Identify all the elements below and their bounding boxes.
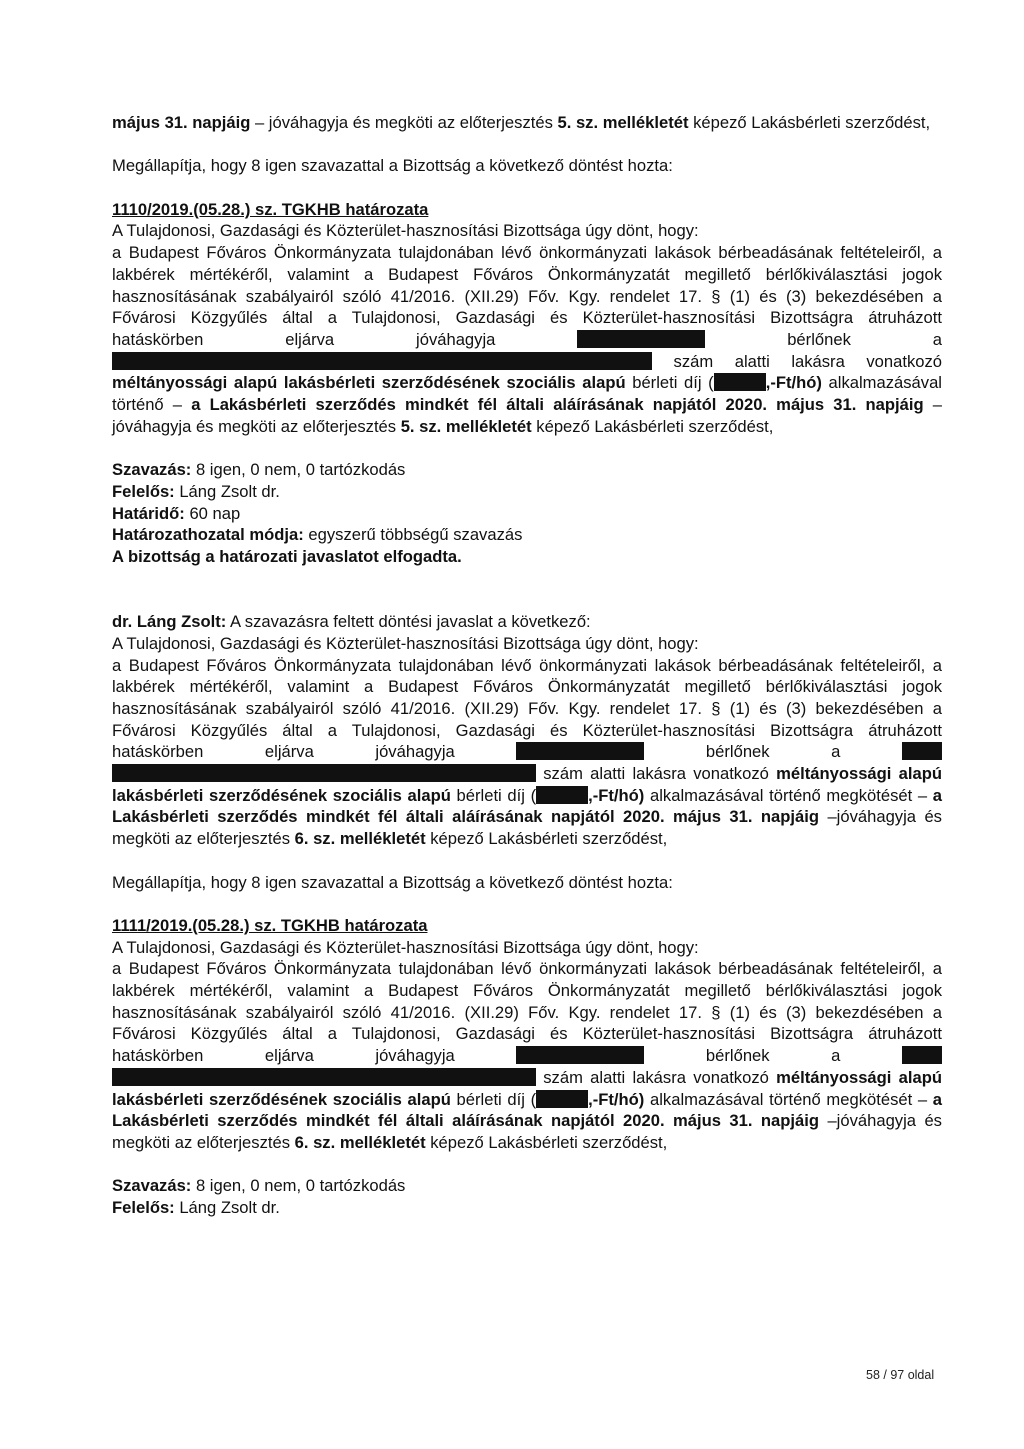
redacted-address-start (902, 1046, 942, 1064)
statement-1: Megállapítja, hogy 8 igen szavazattal a Bizottság a következő döntést hozta: (112, 156, 673, 176)
proposal-body (112, 655, 942, 850)
tenant-text: bérlőnek a (705, 330, 942, 349)
rent-pre: bérleti díj ( (450, 785, 537, 805)
redacted-rent (536, 1090, 588, 1108)
proposal-intro: A Tulajdonosi, Gazdasági és Közterület-hasznosítási Bizottsága úgy dönt, hogy: (112, 633, 699, 653)
rent-pre: bérleti díj ( (450, 1089, 537, 1109)
annex-ref: 5. sz. mellékletét (557, 113, 689, 132)
annex-tail: képező Lakásbérleti szerződést, (425, 829, 668, 849)
vote-line-2 (112, 1175, 942, 1197)
redacted-address-start (902, 742, 942, 760)
responsible-line-2 (112, 1197, 942, 1219)
annex-tail: képező Lakásbérleti szerződést, (425, 1132, 668, 1152)
resolution-2-body (112, 958, 942, 1153)
address-tail: szám alatti lakásra vonatkozó (536, 764, 777, 784)
resolution-2-intro: A Tulajdonosi, Gazdasági és Közterület-hasznosítási Bizottsága úgy dönt, hogy: (112, 937, 699, 957)
resolution-2-body-text: a Budapest Főváros Önkormányzata tulajdonában lévő önkormányzati lakások bérbeadásának feltételeiről, a lakbérek mértékéről, valamint a Budapest Főváros Önkormányzatát megillető bérlőkiválasztási jogok hasznosításának szabályairól szóló 41/2016. (XII.29) Főv. Kgy. rendelet 17. § (1) és (3) bekezdésében a Fővárosi Közgyűlés által a Tulajdonosi, Gazdasági és Közterület-hasznosítási Bizottságra átruházott hatáskörben eljárva jóváhagyja (112, 959, 942, 1066)
resolution-1-body-text: a Budapest Főváros Önkormányzata tulajdonában lévő önkormányzati lakások bérbeadásának feltételeiről, a lakbérek mértékéről, valamint a Budapest Főváros Önkormányzatát megillető bérlőkiválasztási jogok hasznosításának szabályairól szóló 41/2016. (XII.29) Főv. Kgy. rendelet 17. § (1) és (3) bekezdésében a Fővárosi Közgyűlés által a Tulajdonosi, Gazdasági és Közterület-hasznosítási Bizottságra átruházott hatáskörben eljárva jóváhagyja (112, 243, 942, 349)
vote-line (112, 459, 942, 481)
accepted-line: A bizottság a határozati javaslatot elfogadta. (112, 547, 462, 567)
address-tail: szám alatti lakásra vonatkozó (652, 351, 942, 371)
document-page (112, 112, 942, 1219)
annex-ref: 6. sz. mellékletét (294, 1132, 426, 1152)
redacted-address (112, 1068, 536, 1086)
deadline-label: Határidő: (112, 503, 185, 523)
redacted-rent (536, 786, 588, 804)
annex-ref: 5. sz. mellékletét (400, 416, 532, 436)
resolution-2-number: 1111/2019.(05.28.) sz. TGKHB határozata (112, 915, 428, 935)
annex-tail: képező Lakásbérleti szerződést, (531, 416, 774, 436)
vote-value: 8 igen, 0 nem, 0 tartózkodás (191, 1176, 406, 1196)
redacted-tenant-name (516, 742, 644, 760)
vote-label: Szavazás: (112, 1176, 192, 1196)
redacted-address (112, 764, 536, 782)
responsible-label: Felelős: (112, 1198, 175, 1218)
resolution-1-number: 1110/2019.(05.28.) sz. TGKHB határozata (112, 199, 429, 219)
sign-clause: a Lakásbérleti szerződés mindkét fél általi aláírásának napjától 2020. május 31. napjáig (191, 395, 924, 415)
apply-text: alkalmazásával történő megkötését – (644, 785, 933, 805)
responsible-value: Láng Zsolt dr. (174, 1198, 280, 1218)
statement-2: Megállapítja, hogy 8 igen szavazattal a Bizottság a következő döntést hozta: (112, 872, 673, 892)
vote-label: Szavazás: (112, 460, 192, 480)
approve-text: – jóváhagyja és megköti az előterjesztés (112, 395, 942, 436)
rent-unit: ,-Ft/hó) (588, 1089, 645, 1109)
responsible-line (112, 481, 942, 503)
tenant-text: bérlőnek a (644, 742, 902, 762)
speaker-text: A szavazásra feltett döntési javaslat a következő: (226, 612, 591, 632)
tenant-text: bérlőnek a (644, 1046, 902, 1066)
contract-type: méltányossági alapú lakásbérleti szerződésének szociális alapú (112, 1067, 943, 1109)
proposal-speaker-line (112, 611, 942, 633)
redacted-address (112, 352, 652, 370)
responsible-label: Felelős: (112, 481, 175, 501)
resolution-1-body (112, 242, 942, 437)
rent-pre: bérleti díj ( (625, 373, 714, 393)
deadline-value: 60 nap (184, 503, 241, 523)
approve-text: –jóváhagyja és megköti az előterjesztés (112, 807, 942, 849)
annex-ref: 6. sz. mellékletét (294, 829, 426, 849)
responsible-value: Láng Zsolt dr. (174, 481, 280, 501)
deadline-line (112, 503, 942, 525)
method-label: Határozathozatal módja: (112, 525, 304, 545)
redacted-tenant-name (516, 1046, 644, 1064)
resolution-1-intro: A Tulajdonosi, Gazdasági és Közterület-hasznosítási Bizottsága úgy dönt, hogy: (112, 221, 699, 241)
rent-unit: ,-Ft/hó) (765, 373, 822, 393)
contract-type: méltányossági alapú lakásbérleti szerződésének szociális alapú (112, 373, 626, 393)
page-number: 58 / 97 oldal (866, 1368, 935, 1382)
method-line (112, 524, 942, 546)
apply-text: alkalmazásával történő megkötését – (644, 1089, 933, 1109)
date-end: május 31. napjáig (112, 113, 251, 132)
continuation-paragraph (112, 112, 942, 134)
speaker-name: dr. Láng Zsolt: (112, 612, 227, 632)
contract-type: méltányossági alapú lakásbérleti szerződésének szociális alapú (112, 764, 943, 805)
redacted-tenant-name (577, 330, 705, 348)
approve-text: – jóváhagyja és megköti az előterjesztés (250, 113, 558, 132)
sign-clause: a Lakásbérleti szerződés mindkét fél általi aláírásának napjától 2020. május 31. napjáig (112, 1089, 942, 1131)
vote-value: 8 igen, 0 nem, 0 tartózkodás (191, 460, 406, 480)
redacted-rent (714, 373, 766, 391)
apply-text: alkalmazásával történő – (112, 373, 942, 415)
rent-unit: ,-Ft/hó) (588, 785, 645, 805)
method-value: egyszerű többségű szavazás (303, 525, 523, 545)
annex-tail: képező Lakásbérleti szerződést, (688, 113, 931, 132)
approve-text: –jóváhagyja és megköti az előterjesztés (112, 1111, 942, 1152)
sign-clause: a Lakásbérleti szerződés mindkét fél általi aláírásának napjától 2020. május 31. napjáig (112, 785, 942, 827)
address-tail: szám alatti lakásra vonatkozó (536, 1067, 777, 1087)
proposal-body-text: a Budapest Főváros Önkormányzata tulajdonában lévő önkormányzati lakások bérbeadásának feltételeiről, a lakbérek mértékéről, valamint a Budapest Főváros Önkormányzatát megillető bérlőkiválasztási jogok hasznosításának szabályairól szóló 41/2016. (XII.29) Főv. Kgy. rendelet 17. § (1) és (3) bekezdésében a Fővárosi Közgyűlés által a Tulajdonosi, Gazdasági és Közterület-hasznosítási Bizottságra átruházott hatáskörben eljárva jóváhagyja (112, 655, 942, 762)
